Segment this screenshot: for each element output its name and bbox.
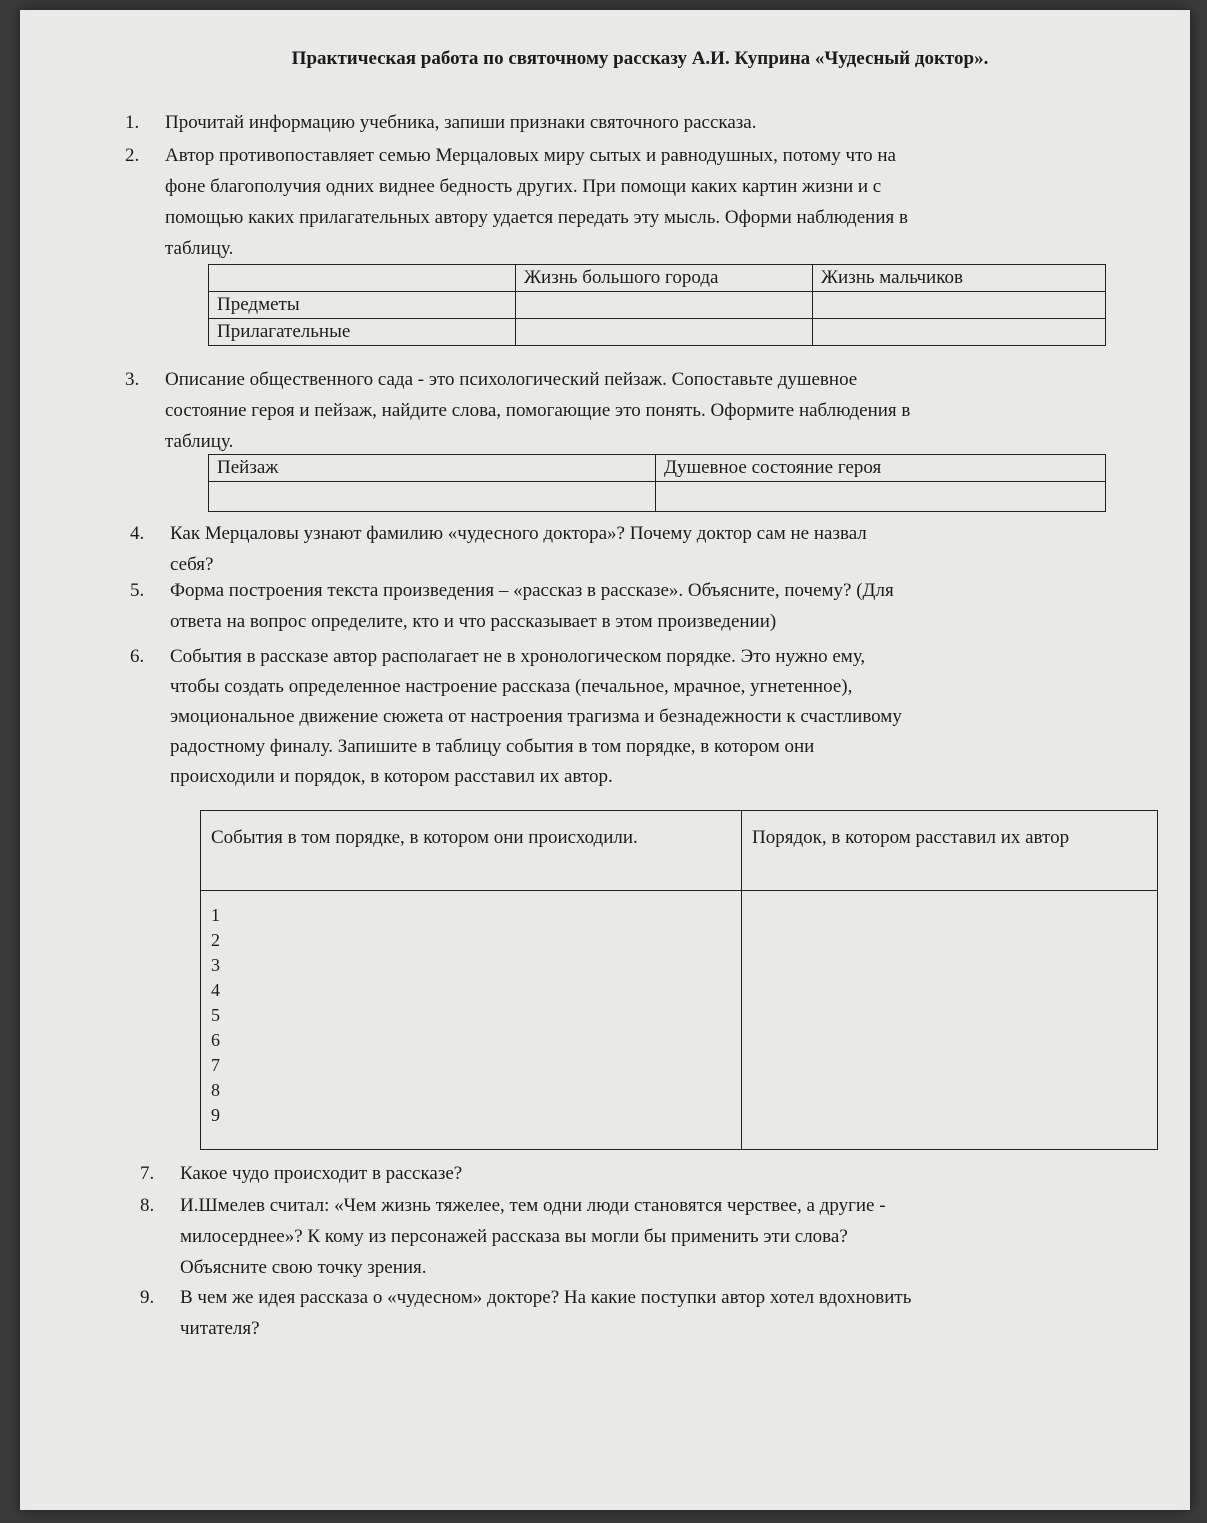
question-line: таблицу. (165, 238, 234, 259)
question-line: состояние героя и пейзаж, найдите слова, помогающие это понять. Оформите наблюдения в (165, 400, 911, 421)
question-line: читателя? (180, 1318, 260, 1339)
question-line: Форма построения текста произведения – «рассказ в рассказе». Объясните, почему? (Для (170, 580, 894, 601)
table-header-cell: Пейзаж (209, 455, 656, 482)
worksheet (20, 10, 1190, 1510)
empty-cell[interactable] (813, 292, 1106, 319)
question-number: 6. (130, 646, 145, 667)
question-line: чтобы создать определенное настроение рассказа (печальное, мрачное, угнетенное), (170, 676, 853, 697)
question-9 (140, 1282, 1170, 1344)
table-header-cell: Порядок, в котором расставил их автор (742, 811, 1158, 891)
question-2 (125, 140, 1155, 264)
page-title: Практическая работа по святочному рассказу А.И. Куприна «Чудесный доктор». (291, 48, 989, 69)
table-header-cell: Жизнь мальчиков (813, 265, 1106, 292)
table-row (209, 319, 1106, 346)
question-line: Объясните свою точку зрения. (180, 1257, 427, 1278)
question-line: Автор противопоставляет семью Мерцаловых миру сытых и равнодушных, потому что на (165, 145, 896, 166)
question-line: Как Мерцаловы узнают фамилию «чудесного доктора»? Почему доктор сам не назвал (170, 523, 867, 544)
question-line: Какое чудо происходит в рассказе? (180, 1163, 463, 1184)
list-number: 9 (211, 1105, 220, 1125)
question-line: События в рассказе автор располагает не в хронологическом порядке. Это нужно ему, (170, 646, 866, 667)
paper-sheet (20, 10, 1190, 1510)
list-number: 2 (211, 930, 220, 950)
row-label: Предметы (209, 292, 516, 319)
table-landscape-mood (208, 454, 1106, 512)
question-number: 3. (125, 369, 140, 390)
row-label: Прилагательные (209, 319, 516, 346)
numbered-list-cell[interactable] (201, 891, 742, 1150)
question-line: милосерднее»? К кому из персонажей рассказа вы могли бы применить эти слова? (180, 1226, 848, 1247)
question-5 (130, 575, 1160, 637)
question-line: эмоциональное движение сюжета от настроения трагизма и безнадежности к счастливому (170, 706, 902, 727)
question-number: 1. (125, 112, 140, 133)
list-number: 3 (211, 955, 220, 975)
question-line: И.Шмелев считал: «Чем жизнь тяжелее, тем одни люди становятся черствее, а другие - (180, 1195, 886, 1216)
table-row (201, 811, 1158, 891)
empty-cell[interactable] (516, 319, 813, 346)
list-number: 5 (211, 1005, 220, 1025)
table-row (209, 455, 1106, 482)
list-number: 6 (211, 1030, 220, 1050)
question-line: происходили и порядок, в котором расставил их автор. (170, 766, 613, 787)
question-line: таблицу. (165, 431, 234, 452)
question-line: фоне благополучия одних виднее бедность других. При помощи каких картин жизни и с (165, 176, 882, 197)
question-line: ответа на вопрос определите, кто и что рассказывает в этом произведении) (170, 611, 777, 632)
table-row (209, 292, 1106, 319)
table-row (209, 482, 1106, 512)
question-line: помощью каких прилагательных автору удается передать эту мысль. Оформи наблюдения в (165, 207, 908, 228)
empty-cell[interactable] (656, 482, 1106, 512)
question-line: радостному финалу. Запишите в таблицу события в том порядке, в котором они (170, 736, 815, 757)
question-number: 2. (125, 145, 140, 166)
table-events-order (200, 810, 1158, 1150)
question-line: себя? (170, 554, 214, 575)
empty-cell[interactable] (813, 319, 1106, 346)
question-text: Прочитай информацию учебника, запиши признаки святочного рассказа. (165, 112, 757, 133)
list-number: 7 (211, 1055, 220, 1075)
question-number: 9. (140, 1287, 155, 1308)
question-line: В чем же идея рассказа о «чудесном» докторе? На какие поступки автор хотел вдохновить (180, 1287, 912, 1308)
question-line: Описание общественного сада - это психологический пейзаж. Сопоставьте душевное (165, 369, 858, 390)
table-city-vs-boys (208, 264, 1106, 346)
question-6 (130, 642, 1160, 792)
list-number: 8 (211, 1080, 220, 1100)
table-row (209, 265, 1106, 292)
question-1 (125, 107, 1145, 138)
table-row (201, 891, 1158, 1150)
question-number: 8. (140, 1195, 155, 1216)
table-header-cell: Душевное состояние героя (656, 455, 1106, 482)
table-header-cell: События в том порядке, в котором они происходили. (201, 811, 742, 891)
question-number: 5. (130, 580, 145, 601)
empty-cell[interactable] (742, 891, 1158, 1150)
list-number: 4 (211, 980, 220, 1000)
question-8 (140, 1190, 1170, 1283)
table-header-cell: Жизнь большого города (516, 265, 813, 292)
question-4 (130, 518, 1160, 580)
question-3 (125, 364, 1155, 457)
question-number: 4. (130, 523, 145, 544)
question-7 (140, 1158, 1170, 1189)
table-header-cell (209, 265, 516, 292)
question-number: 7. (140, 1163, 155, 1184)
empty-cell[interactable] (516, 292, 813, 319)
list-number: 1 (211, 905, 220, 925)
empty-cell[interactable] (209, 482, 656, 512)
